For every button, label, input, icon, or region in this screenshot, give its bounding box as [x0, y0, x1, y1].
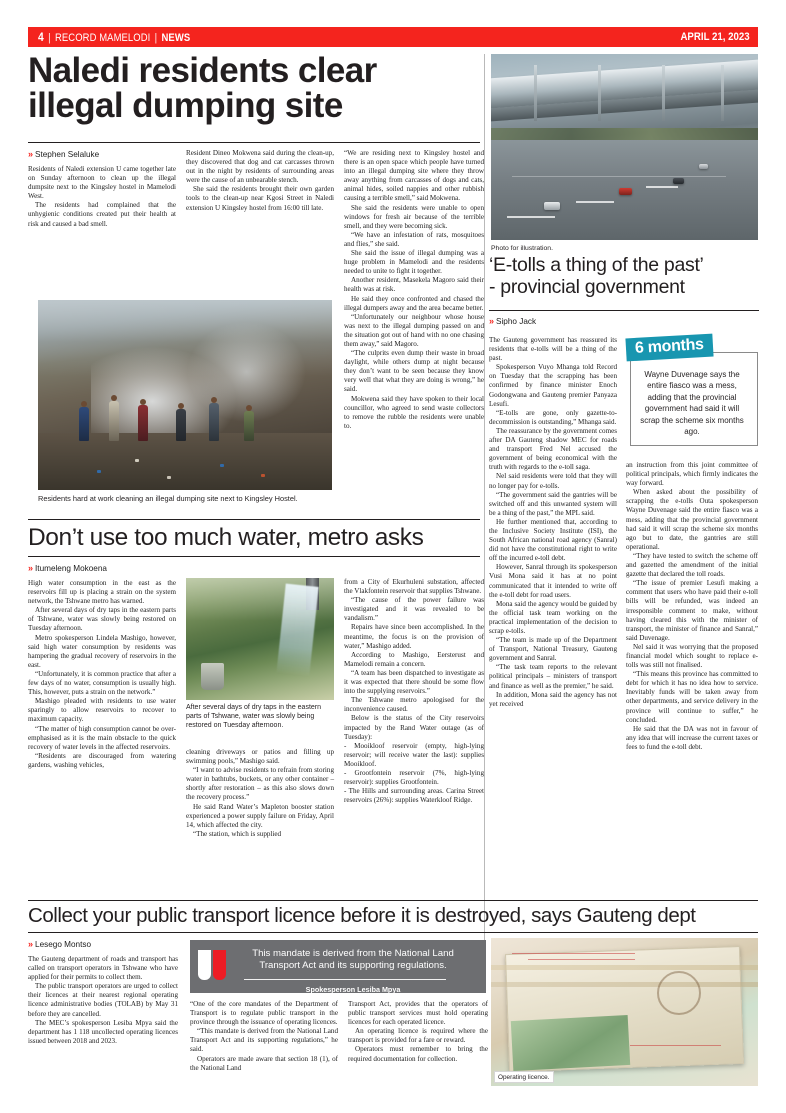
- paragraph: He said Rand Water’s Mapleton booster station experienced a power supply failure on Friday, April 14, which affected the city.: [186, 802, 334, 829]
- headline-dumping: [28, 51, 480, 126]
- quote-banner: [190, 940, 486, 993]
- headline-licence: [28, 904, 762, 928]
- paragraph: “Unfortunately our neighbour whose house was next to the illegal dumping passed on and the situation got out of hand with no one chasing them away,” said Magoro.: [344, 312, 484, 348]
- pullbox-six-months: [626, 336, 758, 446]
- byline-name: Stephen Selaluke: [35, 149, 100, 159]
- paragraph: When asked about the possibility of scrapping the e-tolls Outa spokesperson Wayne Duvenage said the entire fiasco was a mess, adding that the provincial government had said it will scrap the scheme six months ago but to date, the gantries are still operational.: [626, 488, 758, 551]
- quote-banner-body: [234, 940, 486, 993]
- litter-item: [261, 474, 265, 477]
- paragraph: He said they once confronted and chased the illegal dumpers away and the area became better.: [344, 294, 484, 312]
- paragraph: He said that the DA was not in favour of any idea that will increase the current taxes or fees to fund the e-toll debt.: [626, 724, 758, 751]
- divider-above-licence-headline: [28, 900, 758, 901]
- person-figure: [209, 403, 219, 441]
- paragraph: She said the residents were unable to open windows for fresh air because of the terrible smell, and they were becoming sick.: [344, 203, 484, 230]
- vehicle: [673, 178, 684, 184]
- vertical-divider-right: [484, 54, 485, 966]
- paragraph: The public transport operators are urged to collect their licences at their nearest regional operating licence administrative bodies (TOLAB) by May 31 before they are cancelled.: [28, 982, 178, 1018]
- paragraph: The Gauteng department of roads and transport has called on transport operators in Tshwane who have applied for their permits to collect them.: [28, 955, 178, 982]
- paragraph: According to Mashigo, Eersterust and Mamelodi remain a concern.: [344, 650, 484, 668]
- masthead-separator-2: |: [154, 32, 158, 44]
- gantry-pole: [534, 65, 537, 121]
- masthead-bar: [28, 27, 758, 47]
- dumping-col1-body: [28, 165, 176, 229]
- byline-etolls: [489, 316, 536, 332]
- divider-under-dumping-headline: [28, 142, 480, 143]
- paragraph: The residents had complained that the unhygienic conditions created put their health at risk and caused a bad smell.: [28, 201, 176, 228]
- paragraph: The MEC’s spokesperson Lesiba Mpya said the department has 1 118 uncollected operating licences issued between 2018 and 2023.: [28, 1018, 178, 1045]
- vehicle: [699, 164, 708, 169]
- dumping-column-3: [344, 149, 484, 431]
- paragraph: Below is the status of the City reservoirs impacted by the Rand Water outage (as of Tuesday):: [344, 714, 484, 741]
- paragraph: from a City of Ekurhuleni substation, affected the Vlakfontein reservoir that supplies Tshwane.: [344, 578, 484, 596]
- headline-licence-text: Collect your public transport licence before it is destroyed, says Gauteng dept: [28, 904, 696, 927]
- section-name: NEWS: [161, 32, 191, 44]
- licence-column-1: [28, 939, 178, 1046]
- paragraph: The Gauteng government has reassured its residents that e-tolls will be a thing of the past.: [489, 336, 617, 363]
- paragraph: Operators must remember to bring the required documentation for collection.: [348, 1045, 488, 1063]
- pullbox-tag: 6 months: [625, 334, 713, 362]
- byline-marker-icon: »: [28, 563, 32, 573]
- paragraph: “The task team reports to the relevant political principals – ministers of transport and finance as well as the premier,” he said.: [489, 663, 617, 690]
- masthead-left: [38, 30, 190, 44]
- licence-column-2: [190, 1000, 338, 1073]
- byline-marker-icon: »: [28, 149, 32, 159]
- paragraph: Nel said residents were told that they will no longer pay for e-tolls.: [489, 472, 617, 490]
- caption-cleanup: Residents hard at work cleaning an illegal dumping site next to Kingsley Hostel.: [38, 494, 298, 503]
- security-line: [630, 1045, 721, 1047]
- etolls-column-1: [489, 336, 617, 709]
- security-line: [528, 959, 635, 961]
- headline-etolls-line1: ‘E-tolls a thing of the past’: [489, 254, 704, 276]
- byline-dumping: [28, 149, 176, 159]
- water-column-3: [344, 578, 484, 805]
- paragraph: - Mooikloof reservoir (empty, high-lying reservoir; will receive water the last): supplies Mooikloof.: [344, 741, 484, 768]
- litter-item: [167, 476, 171, 479]
- paragraph: “We are residing next to Kingsley hostel and there is an open space which people have turned into an illegal dumping site where they throw away anything from carcasses of dogs and cats, animal hides, soiled nappies and other rubbish causing a terrible smell,” said Mokwena.: [344, 149, 484, 203]
- paragraph: Mona said the agency would be guided by the official task team working on the practical implementation of the decision to scrap e-tolls.: [489, 599, 617, 635]
- paragraph: “A team has been dispatched to investigate as it was expected that there should be some flow into the supplying reservoirs.”: [344, 668, 484, 696]
- paragraph: Nel said it was worrying that the proposed financial model which sought to replace e-tolls was still not finalised.: [626, 642, 758, 670]
- byline-water: [28, 563, 176, 573]
- paragraph: “I want to advise residents to refrain from storing water in bathtubs, buckets, or any other container – shortly after restoration – as this also slows down the recovery process.”: [186, 766, 334, 802]
- dumping-column-2: [186, 149, 334, 213]
- paragraph: Mashigo pleaded with residents to use water sparingly to allow reservoirs to recover to maximum capacity.: [28, 697, 176, 724]
- person-figure: [79, 407, 89, 441]
- caption-dry-taps: After several days of dry taps in the eastern parts of Tshwane, water was slowly being restored on Tuesday afternoon.: [186, 704, 322, 730]
- water-column-2: [186, 748, 334, 839]
- paragraph: “This mandate is derived from the National Land Transport Act and its supporting regulations,” he said.: [190, 1027, 338, 1054]
- person-figure: [138, 405, 148, 441]
- paragraph: an instruction from this joint committee of political principals, which firmly indicates the way forward.: [626, 461, 758, 488]
- paragraph: “The culprits even dump their waste in broad daylight, while others dump at night because they don’t want to be seen because they know very well that what they are doing is wrong,” he said.: [344, 349, 484, 394]
- paragraph: Mokwena said they have spoken to their local councillor, who agreed to send waste collectors to remove the rubble the residents were unable to.: [344, 394, 484, 430]
- headline-etolls: [489, 256, 761, 296]
- paragraph: “One of the core mandates of the Department of Transport is to regulate public transport in the province through the issuance of operating licences.: [190, 1000, 338, 1027]
- water-stream: [276, 584, 318, 677]
- vehicle: [544, 202, 560, 210]
- publication-name: RECORD MAMELODI: [54, 32, 151, 44]
- paragraph: “The issue of premier Lesufi making a comment that users who have paid their e-toll bills will be refunded, was indeed an irresponsible comment to make, without having cleared this with the minister of transport, the minister of finance and Sanral,” said Duvenage.: [626, 579, 758, 642]
- paragraph: “The station, which is supplied: [193, 829, 282, 838]
- official-seal: [657, 971, 701, 1015]
- paragraph: The reassurance by the government comes after DA Gauteng shadow MEC for roads and transport Fred Nel accused the government of being economical with the truth with regards to the e-toll saga.: [489, 426, 617, 472]
- paragraph: cleaning driveways or patios and filling up swimming pools,” Mashigo said.: [186, 748, 334, 766]
- paragraph: “The cause of the power failure was investigated and it was revealed to be vandalism.”: [344, 596, 484, 623]
- headline-etolls-line2: - provincial government: [489, 275, 685, 298]
- quote-mark-white: [198, 950, 211, 980]
- byline-name: Sipho Jack: [496, 316, 537, 326]
- paragraph: In addition, Mona said the agency has not yet received: [489, 690, 617, 708]
- document-stripe: [491, 965, 758, 970]
- headline-dumping-line2: illegal dumping site: [28, 86, 343, 126]
- paragraph: Transport Act, provides that the operators of public transport services must hold operating licences for each operated licence.: [348, 1000, 488, 1027]
- dumping-column-1: [28, 149, 176, 229]
- licence-column-3: [348, 1000, 488, 1064]
- pullbox-text: Wayne Duvenage says the entire fiasco was a mess, adding that the provincial government had said it will scrap the scheme six months ago.: [640, 370, 744, 437]
- litter-item: [97, 470, 101, 473]
- photo-credit-highway: Photo for illustration.: [491, 245, 553, 252]
- divider-above-water-headline: [28, 519, 480, 520]
- lane-marking: [507, 216, 555, 218]
- byline-licence: [28, 939, 178, 949]
- issue-date: APRIL 21, 2023: [680, 31, 750, 43]
- gantry-pole: [662, 65, 665, 121]
- paragraph: Operators are made aware that section 18 (1), of the National Land: [190, 1054, 338, 1072]
- masthead-separator-1: |: [48, 32, 51, 44]
- headline-dumping-line1: Naledi residents clear: [28, 51, 377, 90]
- photo-highway: [491, 54, 758, 240]
- security-line: [512, 953, 635, 955]
- person-figure: [176, 409, 186, 441]
- paragraph: Resident Dineo Mokwena said during the clean-up, they discovered that dog and cat carcasses thrown out in the night by residents of surrounding areas were the cause of an unbearable stench.: [186, 149, 334, 185]
- photo-dry-taps: [186, 578, 334, 700]
- person-figure: [109, 401, 119, 441]
- document-stripe: [491, 982, 758, 987]
- page-number: 4: [38, 30, 44, 44]
- paragraph: Spokesperson Vuyo Mhanga told Record on Tuesday that the scrapping has been confirmed by finance minister Enoch Godongwana and Gauteng premier Panyaza Lesufi.: [489, 363, 617, 408]
- paragraph: “The government said the gantries will be switched off and this unwanted system will be a thing of the past,” the MPL said.: [489, 490, 617, 517]
- gantry-pole: [598, 65, 601, 121]
- paragraph: - The Hills and surrounding areas. Carina Street reservoirs (26%): supplies Waterkloof Ridge.: [344, 787, 484, 805]
- byline-marker-icon: »: [489, 316, 493, 326]
- paragraph: Repairs have since been accomplished. In the meantime, the focus is on the provision of water,” Mashigo added.: [344, 623, 484, 650]
- quote-mark-icon: [190, 940, 234, 993]
- paragraph: - Grootfontein reservoir (7%, high-lying reservoir): supplies Grootfontein.: [344, 768, 484, 787]
- paragraph: The Tshwane metro apologised for the inconvenience caused.: [344, 696, 484, 714]
- paragraph: Residents of Naledi extension U came together late on Sunday afternoon to clean up the illegal dumpsite next to the Kingsley hostel in Mamelodi West.: [28, 165, 176, 201]
- paragraph: She said the issue of illegal dumping was a huge problem in Mamelodi and the residents needed to unite to fight it together.: [344, 249, 484, 276]
- paragraph: “The matter of high consumption cannot be over-emphasised as it is the main obstacle to the quick recovery of water levels in the affected reservoirs.: [28, 724, 176, 751]
- byline-marker-icon: »: [28, 939, 32, 949]
- paragraph: An operating licence is required where the transport is provided for a fare or reward.: [348, 1027, 488, 1045]
- byline-name: Lesego Montso: [35, 939, 92, 949]
- litter-item: [220, 464, 224, 467]
- headline-water: [28, 524, 480, 552]
- paragraph: “Residents are discouraged from watering gardens, washing vehicles,: [28, 751, 176, 769]
- divider-under-water-headline: [28, 556, 480, 557]
- person-figure: [244, 411, 254, 441]
- photo-operating-licence: [491, 938, 758, 1086]
- paragraph: Metro spokesperson Lindela Mashigo, however, said high water consumption by residents was hampering the gradual recovery of reservoirs in the east.: [28, 633, 176, 669]
- photo-cleanup: [38, 300, 332, 490]
- gantry-pole: [721, 65, 724, 121]
- water-column-1: [28, 563, 176, 770]
- quote-banner-divider: [244, 979, 446, 980]
- paragraph: “They have tested to switch the scheme off and gazetted the amendment of the initial gazette that declared the toll roads.: [626, 551, 758, 579]
- lane-marking: [646, 186, 678, 188]
- paragraph: Another resident, Masekela Magoro said their health was at risk.: [344, 276, 484, 294]
- green-card: [511, 1015, 631, 1071]
- lane-marking: [512, 176, 726, 177]
- byline-name: Itumeleng Mokoena: [35, 563, 107, 573]
- water-bucket: [201, 663, 225, 690]
- divider-under-etolls-headline: [489, 310, 759, 311]
- quote-banner-text: This mandate is derived from the National Land Transport Act and its supporting regulations.: [252, 948, 454, 972]
- headline-water-text: Don’t use too much water, metro asks: [28, 524, 424, 551]
- quote-banner-attribution: Spokesperson Lesiba Mpya: [305, 984, 401, 994]
- paragraph: “This means this province has committed to debt for which it has no idea how to service. Inevitably funds will be taken away from other departments, and service delivery in the province will continue to suffer,” he concluded.: [626, 670, 758, 724]
- paragraph: “The team is made up of the Department of Transport, National Treasury, Gauteng government and Sanral.: [489, 636, 617, 663]
- paragraph: High water consumption in the east as the reservoirs fill up is placing a strain on the system network, the Tshwane metro has warned.: [28, 579, 176, 606]
- paragraph: She said the residents brought their own garden tools to the clean-up near Kgosi Street in Naledi extension U Kingsley hostel from 16:00 till late.: [186, 185, 334, 212]
- divider-under-licence-headline: [28, 932, 758, 933]
- etolls-column-2: [626, 461, 758, 752]
- lane-marking: [576, 201, 613, 203]
- vehicle: [619, 188, 632, 195]
- paragraph: After several days of dry taps in the eastern parts of Tshwane, water was slowly being restored on Tuesday afternoon.: [28, 606, 176, 633]
- paragraph: He further mentioned that, according to the Inclusive Society Institute (ISI), the South African national road agency (Sanral) did not have the constitutional right to write off the incurred e-toll debt.: [489, 517, 617, 563]
- paragraph: “We have an infestation of rats, mosquitoes and flies,” she said.: [344, 230, 484, 248]
- litter-item: [135, 459, 139, 462]
- photo-caption-licence: Operating licence.: [494, 1071, 554, 1083]
- paragraph: “E-tolls are gone, only gazette-to-decommission is outstanding,” Mhanga said.: [489, 408, 617, 426]
- paragraph: However, Sanral through its spokesperson Vusi Mona said it has at no point communicated that it intended to write off the e-toll debt for road users.: [489, 563, 617, 599]
- ground-area: [38, 433, 332, 490]
- quote-mark-red: [213, 950, 226, 980]
- paragraph: “Unfortunately, it is common practice that after a few days of no water, consumption is usually high. This, however, puts a strain on the network.”: [28, 669, 176, 697]
